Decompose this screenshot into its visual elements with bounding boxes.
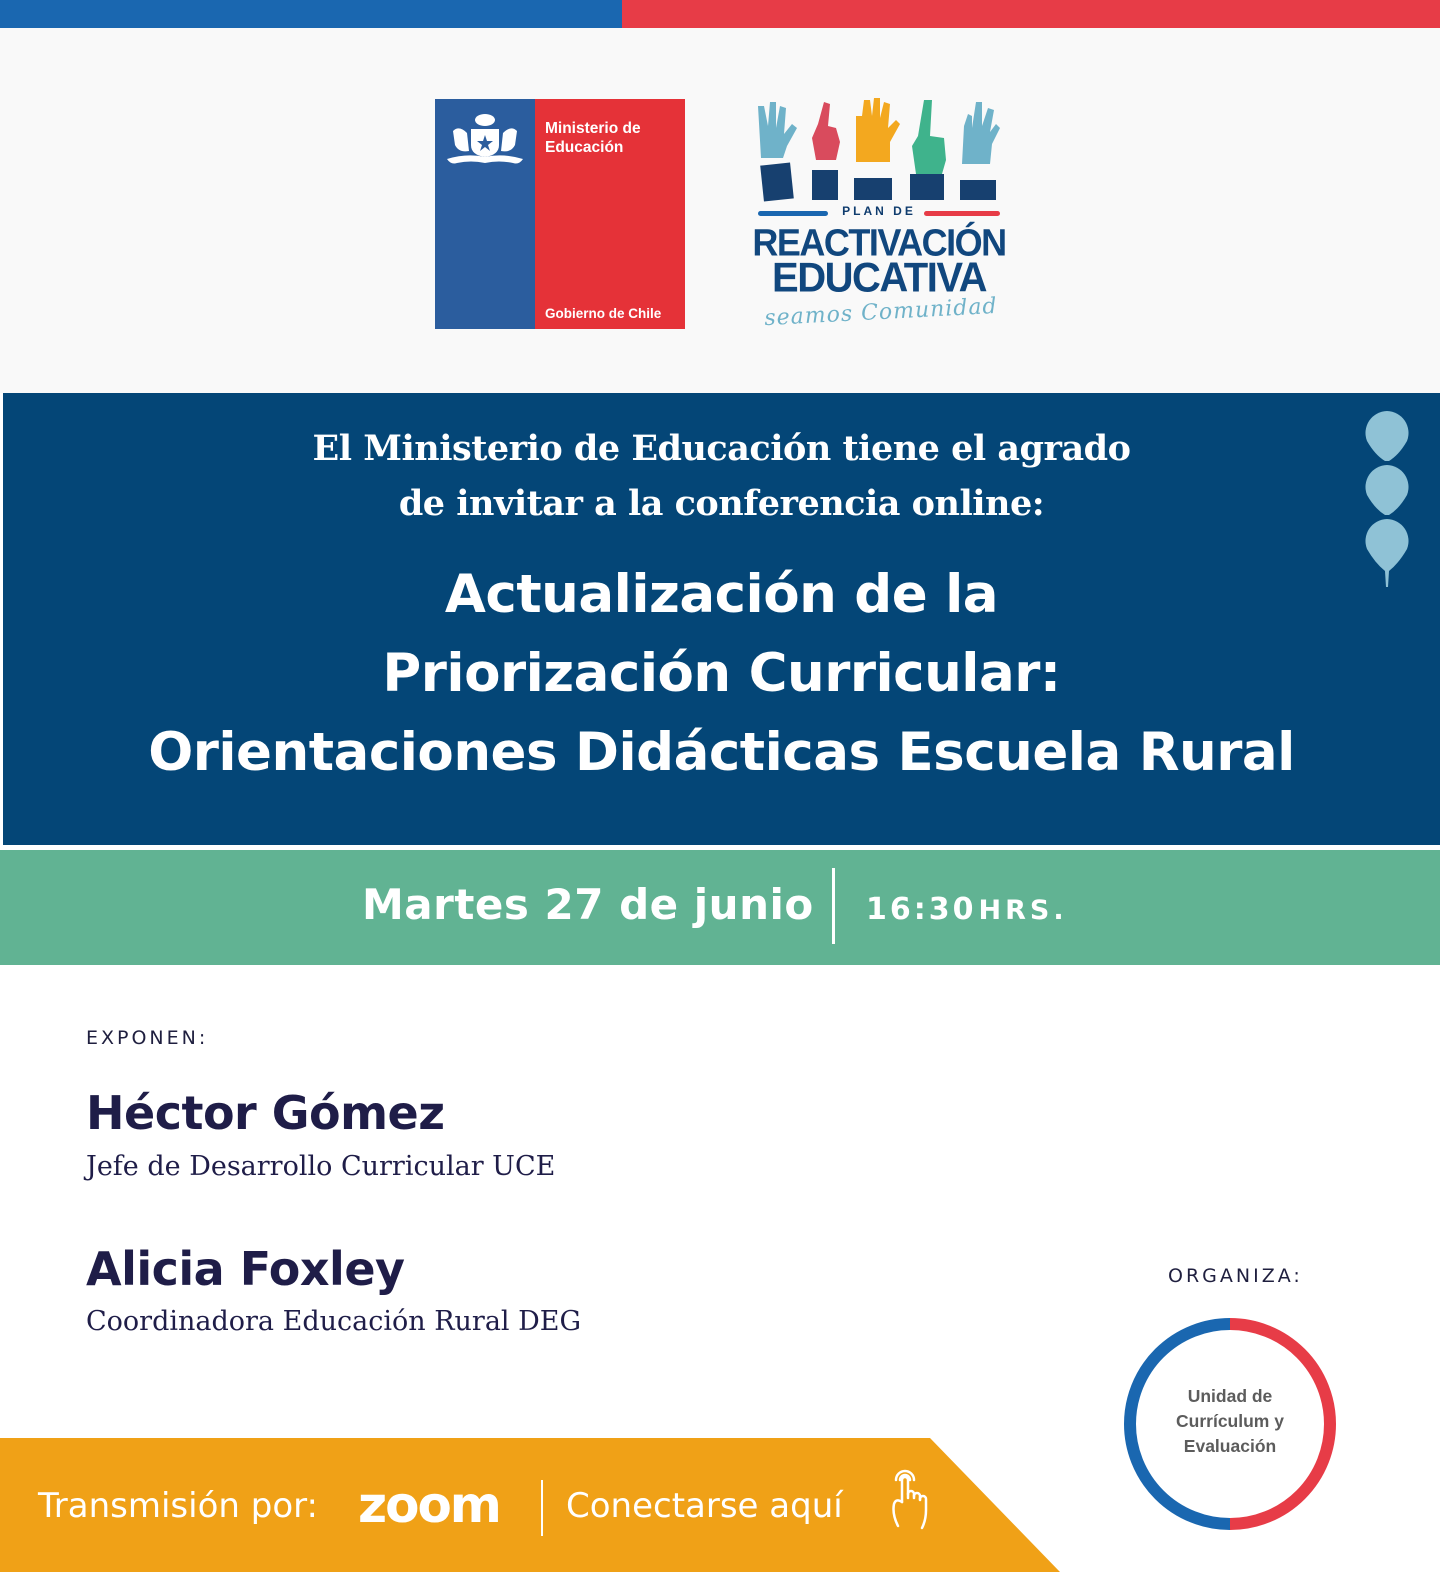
- logo-band: [0, 28, 1440, 393]
- invitation-section: [3, 393, 1440, 845]
- speaker-role: Jefe de Desarrollo Curricular UCE: [86, 1151, 556, 1182]
- event-time-suffix: HRS.: [978, 895, 1068, 926]
- event-time-value: 16:30: [866, 892, 977, 927]
- mineduc-logo-red: [535, 99, 685, 329]
- stripe-blue: [0, 0, 622, 28]
- speakers-label: EXPONEN:: [86, 1027, 209, 1049]
- transmission-label: Transmisión por:: [38, 1486, 318, 1526]
- invitation-intro: [3, 421, 1440, 531]
- hand-pointer-icon[interactable]: [886, 1468, 936, 1532]
- date-time-divider: [832, 868, 835, 944]
- raised-hands-icon: [748, 96, 1010, 204]
- top-stripe: [0, 0, 1440, 28]
- conference-title: [3, 555, 1440, 792]
- title-line1: Actualización de la: [444, 564, 999, 625]
- speaker-name: Alicia Foxley: [86, 1242, 405, 1296]
- reactivacion-line1: REACTIVACIÓN: [752, 220, 1006, 264]
- organizer-line1: Unidad de: [1187, 1386, 1273, 1406]
- title-line3: Orientaciones Didácticas Escuela Rural: [148, 722, 1295, 783]
- event-time: [866, 892, 1068, 927]
- reactivacion-line2: EDUCATIVA: [772, 254, 986, 302]
- mineduc-logo: [435, 99, 685, 329]
- event-date: Martes 27 de junio: [362, 880, 814, 929]
- organizer-label: ORGANIZA:: [1168, 1265, 1303, 1287]
- reactivacion-logo: [748, 96, 1010, 336]
- date-time-band: [0, 850, 1440, 965]
- intro-line2: de invitar a la conferencia online:: [398, 483, 1045, 524]
- mineduc-title-line1: Ministerio de: [545, 120, 641, 137]
- organizer-line3: Evaluación: [1183, 1436, 1277, 1456]
- intro-line1: El Ministerio de Educación tiene el agrado: [312, 428, 1131, 469]
- stripe-red: [622, 0, 1440, 28]
- speaker-name: Héctor Gómez: [86, 1086, 445, 1140]
- reactivacion-tagline: seamos Comunidad: [763, 293, 999, 332]
- title-line2: Priorización Curricular:: [382, 643, 1061, 704]
- organizer-line2: Currículum y: [1176, 1411, 1284, 1431]
- connect-link[interactable]: Conectarse aquí: [566, 1486, 843, 1526]
- organizer-name: [1124, 1384, 1336, 1459]
- mineduc-logo-blue: [435, 99, 535, 329]
- speaker-role: Coordinadora Educación Rural DEG: [86, 1306, 582, 1337]
- mineduc-logo-footer: Gobierno de Chile: [545, 306, 662, 321]
- reactivacion-plan: PLAN DE: [842, 204, 916, 218]
- cta-divider: [541, 1480, 543, 1536]
- chile-coat-of-arms-icon: [443, 111, 527, 171]
- mineduc-logo-title: [545, 119, 641, 157]
- decorative-drops-icon: [1361, 407, 1413, 589]
- zoom-logo: zoom: [358, 1476, 500, 1534]
- mineduc-title-line2: Educación: [545, 139, 624, 156]
